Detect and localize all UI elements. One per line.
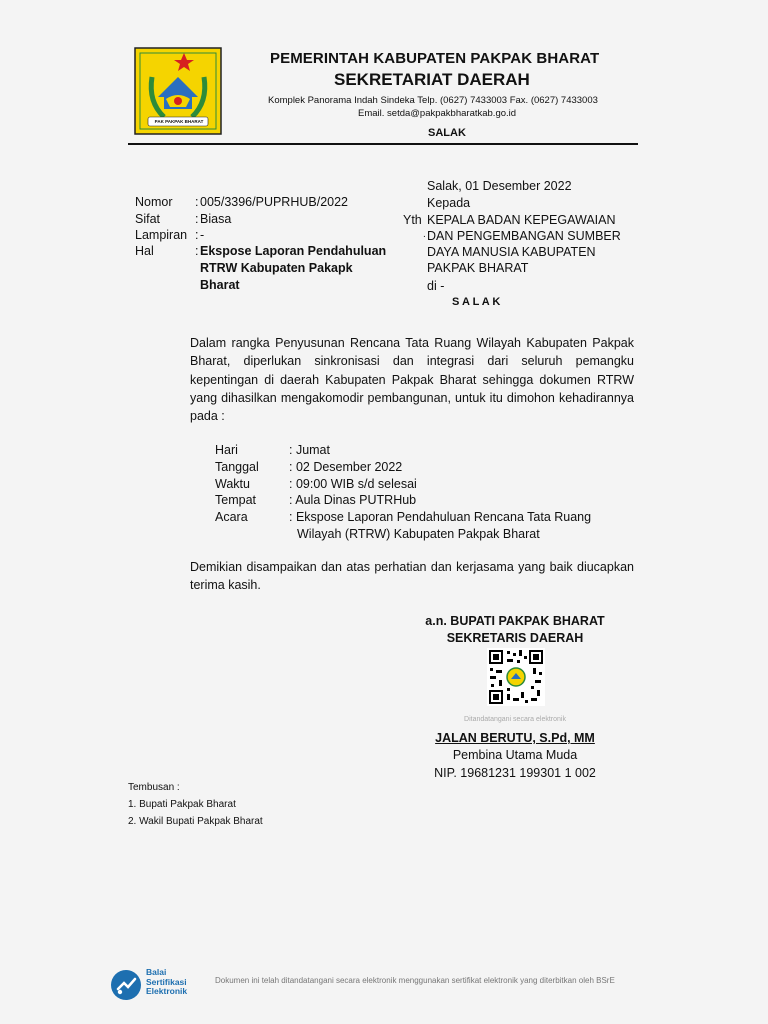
nomor-colon: : <box>195 195 199 209</box>
schedule-value: : Aula Dinas PUTRHub <box>289 493 417 507</box>
bsre-logo-icon <box>110 969 142 1001</box>
letterhead-divider <box>128 143 638 145</box>
body-paragraph: Dalam rangka Penyusunan Rencana Tata Ruang Wilayah Kabupaten Pakpak Bharat, diperlukan sinkronisasi dan integrasi dari seluruh pemangku kepentingan di daerah Kabupaten Pakpak Bharat sehingga dokumen RTRW yang dihasilkan mengakomodir pembangunan, untuk itu dimohon kehadirannya pada : <box>190 336 634 424</box>
hal-line: Ekspose Laporan Pendahuluan <box>200 244 387 258</box>
schedule-label: Hari <box>215 443 238 457</box>
schedule-value: : Jumat <box>289 443 330 457</box>
cc-item: 1. Bupati Pakpak Bharat <box>128 799 236 810</box>
closing-paragraph: Demikian disampaikan dan atas perhatian dan kerjasama yang baik diucapkan terima kasih. <box>190 560 634 593</box>
hal-line: Bharat <box>200 278 240 292</box>
schedule-value-cont: Wilayah (RTRW) Kabupaten Pakpak Bharat <box>297 527 540 541</box>
signature-position: SEKRETARIS DAERAH <box>446 631 584 645</box>
recipient-line: DAYA MANUSIA KABUPATEN <box>427 245 596 259</box>
kepada-label: Kepada <box>427 196 471 210</box>
recipient-line: PAKPAK BHARAT <box>427 261 529 275</box>
signed-electronically-note: Ditandatangani secara elektronik <box>464 716 566 723</box>
signer-name: JALAN BERUTU, S.Pd, MM <box>435 731 595 745</box>
sifat-label: Sifat <box>135 212 161 226</box>
schedule-label: Tanggal <box>215 460 259 474</box>
sifat-colon: : <box>195 212 199 226</box>
letterhead-title: PEMERINTAH KABUPATEN PAKPAK BHARAT <box>270 50 600 67</box>
hal-line: RTRW Kabupaten Pakapk <box>200 261 353 275</box>
yth-dot: . <box>423 229 426 240</box>
cc-item: 2. Wakil Bupati Pakpak Bharat <box>128 816 263 827</box>
bsre-line: Balai <box>146 967 167 977</box>
recipient-place: S A L A K <box>452 296 501 308</box>
letterhead-address: Komplek Panorama Indah Sindeka Telp. (0627) 7433003 Fax. (0627) 7433003 <box>268 95 598 106</box>
schedule-label: Acara <box>215 510 248 524</box>
letterhead-subtitle: SEKRETARIAT DAERAH <box>334 70 530 89</box>
lampiran-label: Lampiran <box>135 228 188 242</box>
signature-on-behalf: a.n. BUPATI PAKPAK BHARAT <box>425 614 605 628</box>
emblem-ribbon-text: PAK PAKPAK BHARAT <box>154 119 204 124</box>
qr-code <box>487 648 545 706</box>
footer-note: Dokumen ini telah ditandatangani secara elektronik menggunakan sertifikat elektronik yang diterbitkan oleh BSrE <box>215 976 615 985</box>
schedule-value: : Ekspose Laporan Pendahuluan Rencana Tata Ruang <box>289 510 592 524</box>
recipient-line: KEPALA BADAN KEPEGAWAIAN <box>427 213 616 227</box>
cc-title: Tembusan : <box>128 782 180 793</box>
schedule-value: : 09:00 WIB s/d selesai <box>289 477 417 491</box>
signer-nip: NIP. 19681231 199301 1 002 <box>434 766 596 780</box>
nomor-label: Nomor <box>135 195 173 209</box>
signer-rank: Pembina Utama Muda <box>452 748 578 762</box>
yth-label: Yth <box>403 213 422 227</box>
nomor-value: 005/3396/PUPRHUB/2022 <box>200 195 349 209</box>
di-label: di - <box>427 279 445 293</box>
schedule-label: Tempat <box>215 493 256 507</box>
recipient-line: DAN PENGEMBANGAN SUMBER <box>427 229 621 243</box>
hal-colon: : <box>195 244 199 258</box>
letterhead-email: Email. setda@pakpakbharatkab.go.id <box>358 108 517 119</box>
letter-date: Salak, 01 Desember 2022 <box>427 179 572 193</box>
hal-label: Hal <box>135 244 154 258</box>
lampiran-value: - <box>200 228 205 242</box>
letterhead-city: SALAK <box>428 127 466 139</box>
lampiran-colon: : <box>195 228 199 242</box>
schedule-label: Waktu <box>215 477 250 491</box>
bsre-line: Sertifikasi <box>146 976 187 987</box>
bsre-wordmark <box>146 968 187 997</box>
sifat-value: Biasa <box>200 212 232 226</box>
schedule-value: : 02 Desember 2022 <box>289 460 403 474</box>
bsre-line: Elektronik <box>146 986 188 996</box>
